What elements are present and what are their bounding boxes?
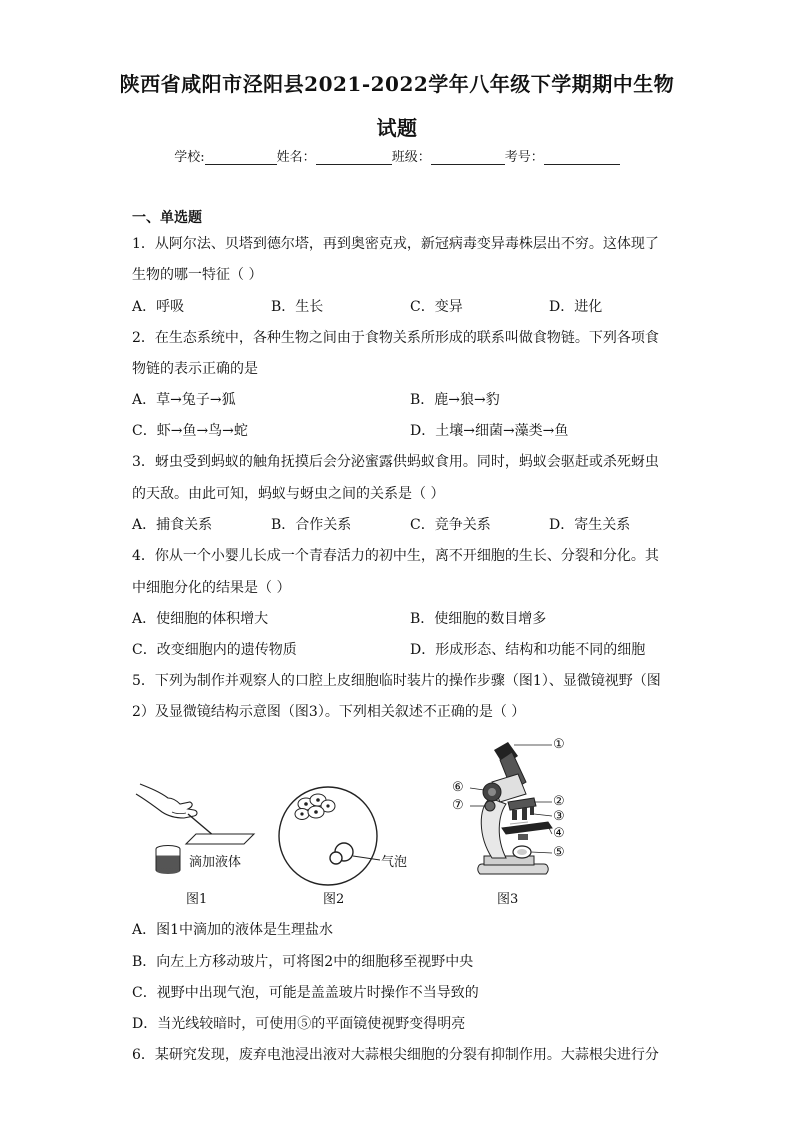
marker-2: ② [553,794,565,809]
figure-3-caption: 图3 [497,892,519,907]
q5-option-d[interactable]: D．当光线较暗时，可使用⑤的平面镜使视野变得明亮 [132,1016,466,1032]
q4-option-d[interactable]: D．形成形态、结构和功能不同的细胞 [410,642,646,658]
q4-option-c[interactable]: C．改变细胞内的遗传物质 [132,642,297,658]
class-label: 班级： [391,150,431,165]
student-info-line [0,146,794,165]
class-blank[interactable] [431,150,505,165]
q5-option-c[interactable]: C．视野中出现气泡，可能是盖盖玻片时操作不当导致的 [132,985,479,1001]
marker-3: ③ [553,809,565,824]
q3-option-b[interactable]: B．合作关系 [271,517,352,533]
q2-option-d[interactable]: D．土壤→细菌→藻类→鱼 [410,423,569,439]
question-2-stem-cont: 物链的表示正确的是 [132,361,258,377]
question-4-stem-cont: 中细胞分化的结果是（ ） [132,580,291,596]
marker-1: ① [553,737,565,752]
question-2-stem: 2．在生态系统中，各种生物之间由于食物关系所形成的联系叫做食物链。下列各项食 [132,330,659,346]
section-heading: 一、单选题 [132,210,202,226]
number-label: 考号： [504,150,544,165]
figure-2-caption: 图2 [323,892,345,907]
question-5-stem: 5．下列为制作并观察人的口腔上皮细胞临时装片的操作步骤（图1）、显微镜视野（图 [132,673,661,689]
q3-option-a[interactable]: A．捕食关系 [132,517,213,533]
question-3-stem-cont: 的天敌。由此可知，蚂蚁与蚜虫之间的关系是（ ） [132,486,445,502]
q1-option-d[interactable]: D．进化 [549,299,603,315]
marker-6: ⑥ [452,780,464,795]
school-blank[interactable] [205,150,277,165]
q2-option-b[interactable]: B．鹿→狼→豹 [410,392,500,408]
question-6-stem: 6．某研究发现，废弃电池浸出液对大蒜根尖细胞的分裂有抑制作用。大蒜根尖进行分 [132,1047,659,1063]
q3-option-d[interactable]: D．寄生关系 [549,517,631,533]
q3-option-c[interactable]: C．竞争关系 [410,517,491,533]
q1-option-c[interactable]: C．变异 [410,299,463,315]
marker-5: ⑤ [553,845,565,860]
name-blank[interactable] [316,150,392,165]
figure-1-label: 滴加液体 [189,855,242,870]
figure-2-field-of-view [276,784,386,888]
q5-option-b[interactable]: B．向左上方移动玻片，可将图2中的细胞移至视野中央 [132,954,474,970]
marker-7: ⑦ [452,798,464,813]
school-label: 学校: [174,150,205,165]
question-1-stem-cont: 生物的哪一特征（ ） [132,267,263,283]
q1-option-a[interactable]: A．呼吸 [132,299,185,315]
q4-option-b[interactable]: B．使细胞的数目增多 [410,611,547,627]
question-1-stem: 1．从阿尔法、贝塔到德尔塔，再到奥密克戎，新冠病毒变异毒株层出不穷。这体现了 [132,236,659,252]
q1-option-b[interactable]: B．生长 [271,299,324,315]
figure-1-caption: 图1 [186,892,208,907]
page-title-continued: 试题 [376,116,418,140]
figure-2-label: 气泡 [381,855,408,870]
page-title: 陕西省咸阳市泾阳县2021-2022学年八年级下学期期中生物 [119,72,675,96]
q2-option-c[interactable]: C．虾→鱼→鸟→蛇 [132,423,248,439]
q4-option-a[interactable]: A．使细胞的体积增大 [132,611,269,627]
q5-option-a[interactable]: A．图1中滴加的液体是生理盐水 [132,922,334,938]
name-label: 姓名： [276,150,316,165]
question-4-stem: 4．你从一个小婴儿长成一个青春活力的初中生，离不开细胞的生长、分裂和分化。其 [132,548,659,564]
question-3-stem: 3．蚜虫受到蚂蚁的触角抚摸后会分泌蜜露供蚂蚁食用。同时，蚂蚁会驱赶或杀死蚜虫 [132,454,659,470]
question-5-stem-cont: 2）及显微镜结构示意图（图3）。下列相关叙述不正确的是（ ） [132,704,526,720]
q2-option-a[interactable]: A．草→兔子→狐 [132,392,236,408]
marker-4: ④ [553,826,565,841]
number-blank[interactable] [544,150,620,165]
